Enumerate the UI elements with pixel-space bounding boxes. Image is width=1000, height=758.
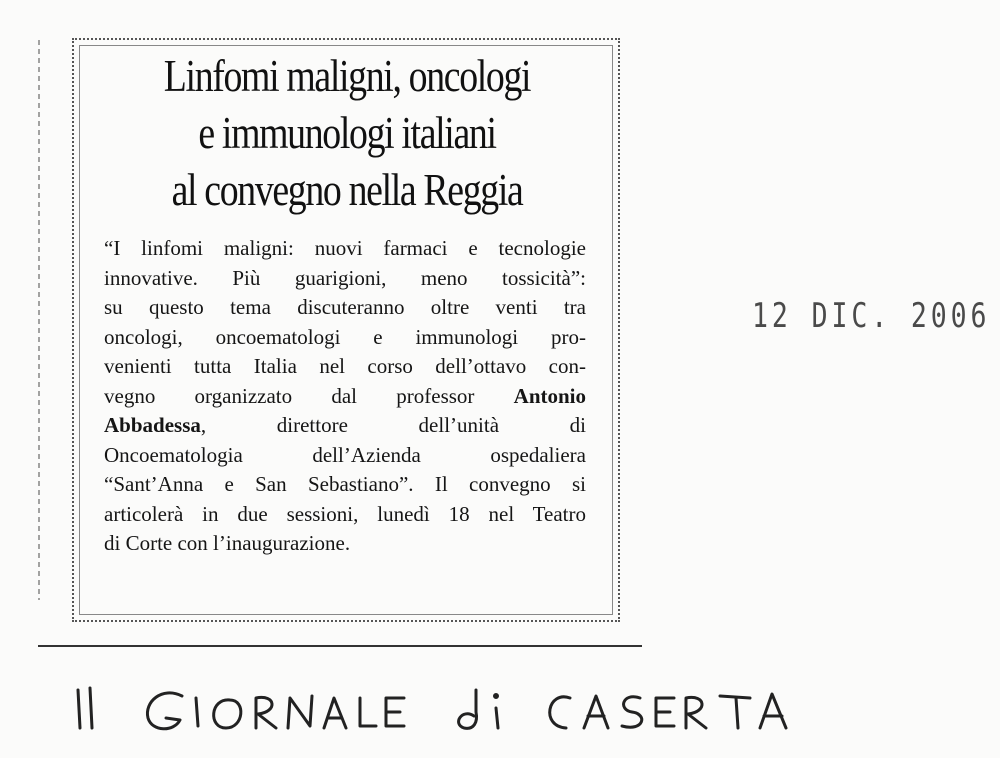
body-line-2: innovative. Più guarigioni, meno tossicità”:: [104, 265, 586, 290]
date-stamp: 12 DIC. 2006: [752, 296, 991, 336]
author-first-name: Antonio: [513, 383, 587, 408]
scan-edge-mark: [38, 40, 40, 600]
author-last-name: Abbadessa: [104, 413, 201, 437]
body-line-8: Oncoematologia dell’Azienda ospedaliera: [104, 442, 586, 467]
headline-line-2: e immunologi italiani: [198, 108, 496, 158]
headline-line-3: al convegno nella Reggia: [171, 165, 523, 215]
handwritten-source-note: [70, 672, 830, 742]
body-line-11: di Corte con l’inaugurazione.: [104, 531, 351, 555]
article-headline: [126, 48, 568, 219]
body-line-1: “I linfomi maligni: nuovi farmaci e tecnologie: [104, 236, 586, 260]
article-body: [104, 234, 586, 559]
body-line-7: [104, 411, 586, 441]
headline-line-1: Linfomi maligni, oncologi: [163, 51, 531, 101]
body-line-7-text: , direttore dell’unità di: [200, 413, 586, 437]
body-line-6-text: vegno organizzato dal professor: [104, 383, 475, 408]
body-line-6: [104, 382, 586, 412]
body-line-10: articolerà in due sessioni, lunedì 18 nel Teatro: [104, 501, 586, 526]
body-line-5: venienti tutta Italia nel corso dell’ottavo con-: [104, 354, 586, 378]
divider-rule: [38, 645, 642, 647]
body-line-3: su questo tema discuteranno oltre venti tra: [104, 295, 586, 319]
body-line-4: oncologi, oncoematologi e immunologi pro-: [104, 324, 586, 349]
body-line-9: “Sant’Anna e San Sebastiano”. Il convegno si: [104, 472, 586, 496]
